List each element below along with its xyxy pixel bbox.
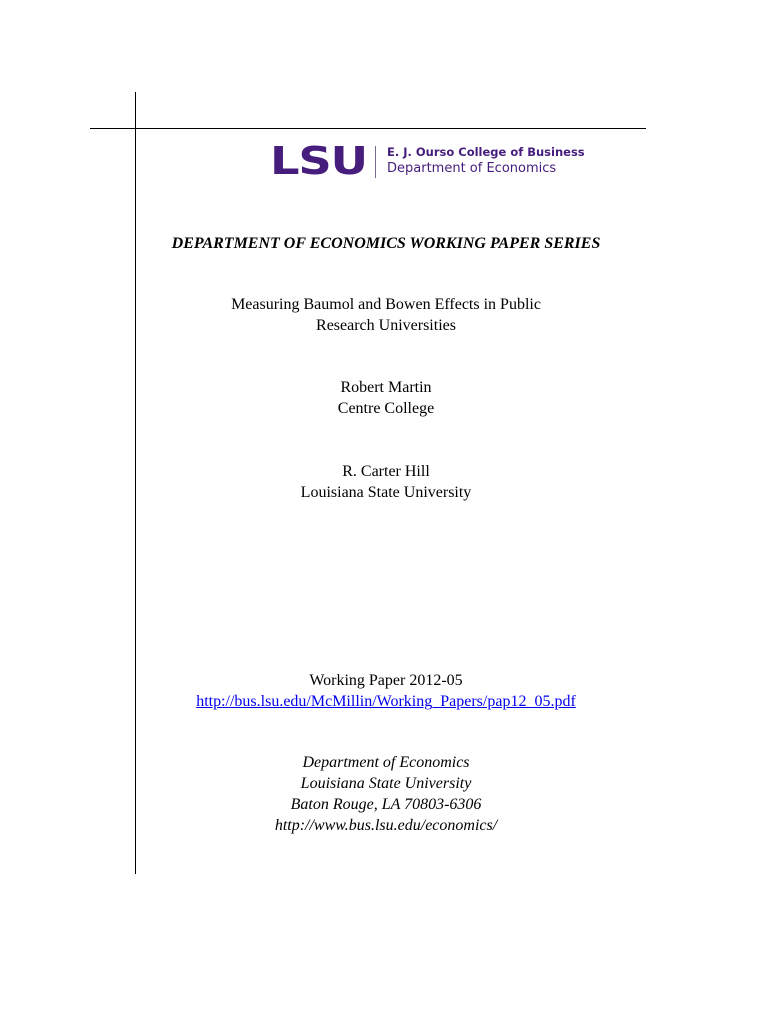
lsu-logo (270, 139, 585, 183)
author-block-1 (136, 377, 636, 419)
author-affiliation: Louisiana State University (300, 484, 472, 501)
header-horizontal-rule (90, 128, 646, 129)
department-address (136, 752, 636, 836)
address-line-city: Baton Rouge, LA 70803-6306 (290, 796, 482, 813)
author-affiliation: Centre College (337, 400, 435, 417)
logo-college-name: E. J. Ourso College of Business (387, 145, 585, 159)
address-line-website: http://www.bus.lsu.edu/economics/ (274, 817, 498, 834)
logo-department-name: Department of Economics (387, 161, 557, 176)
paper-title-line-2: Research Universities (316, 317, 456, 334)
address-line-department: Department of Economics (302, 754, 470, 771)
paper-title (136, 294, 636, 336)
address-line-university: Louisiana State University (300, 775, 472, 792)
working-paper-link[interactable]: http://bus.lsu.edu/McMillin/Working_Papers/pap12_05.pdf (196, 693, 576, 710)
author-name: Robert Martin (340, 379, 432, 396)
working-paper-label: Working Paper 2012-05 (309, 672, 463, 689)
author-block-2 (136, 461, 636, 503)
author-name: R. Carter Hill (342, 463, 430, 480)
lsu-wordmark: LSU (270, 139, 367, 183)
series-title: DEPARTMENT OF ECONOMICS WORKING PAPER SERIES (171, 235, 601, 252)
paper-title-line-1: Measuring Baumol and Bowen Effects in Public (231, 296, 541, 313)
working-paper-block (136, 670, 636, 712)
logo-separator (375, 146, 376, 178)
